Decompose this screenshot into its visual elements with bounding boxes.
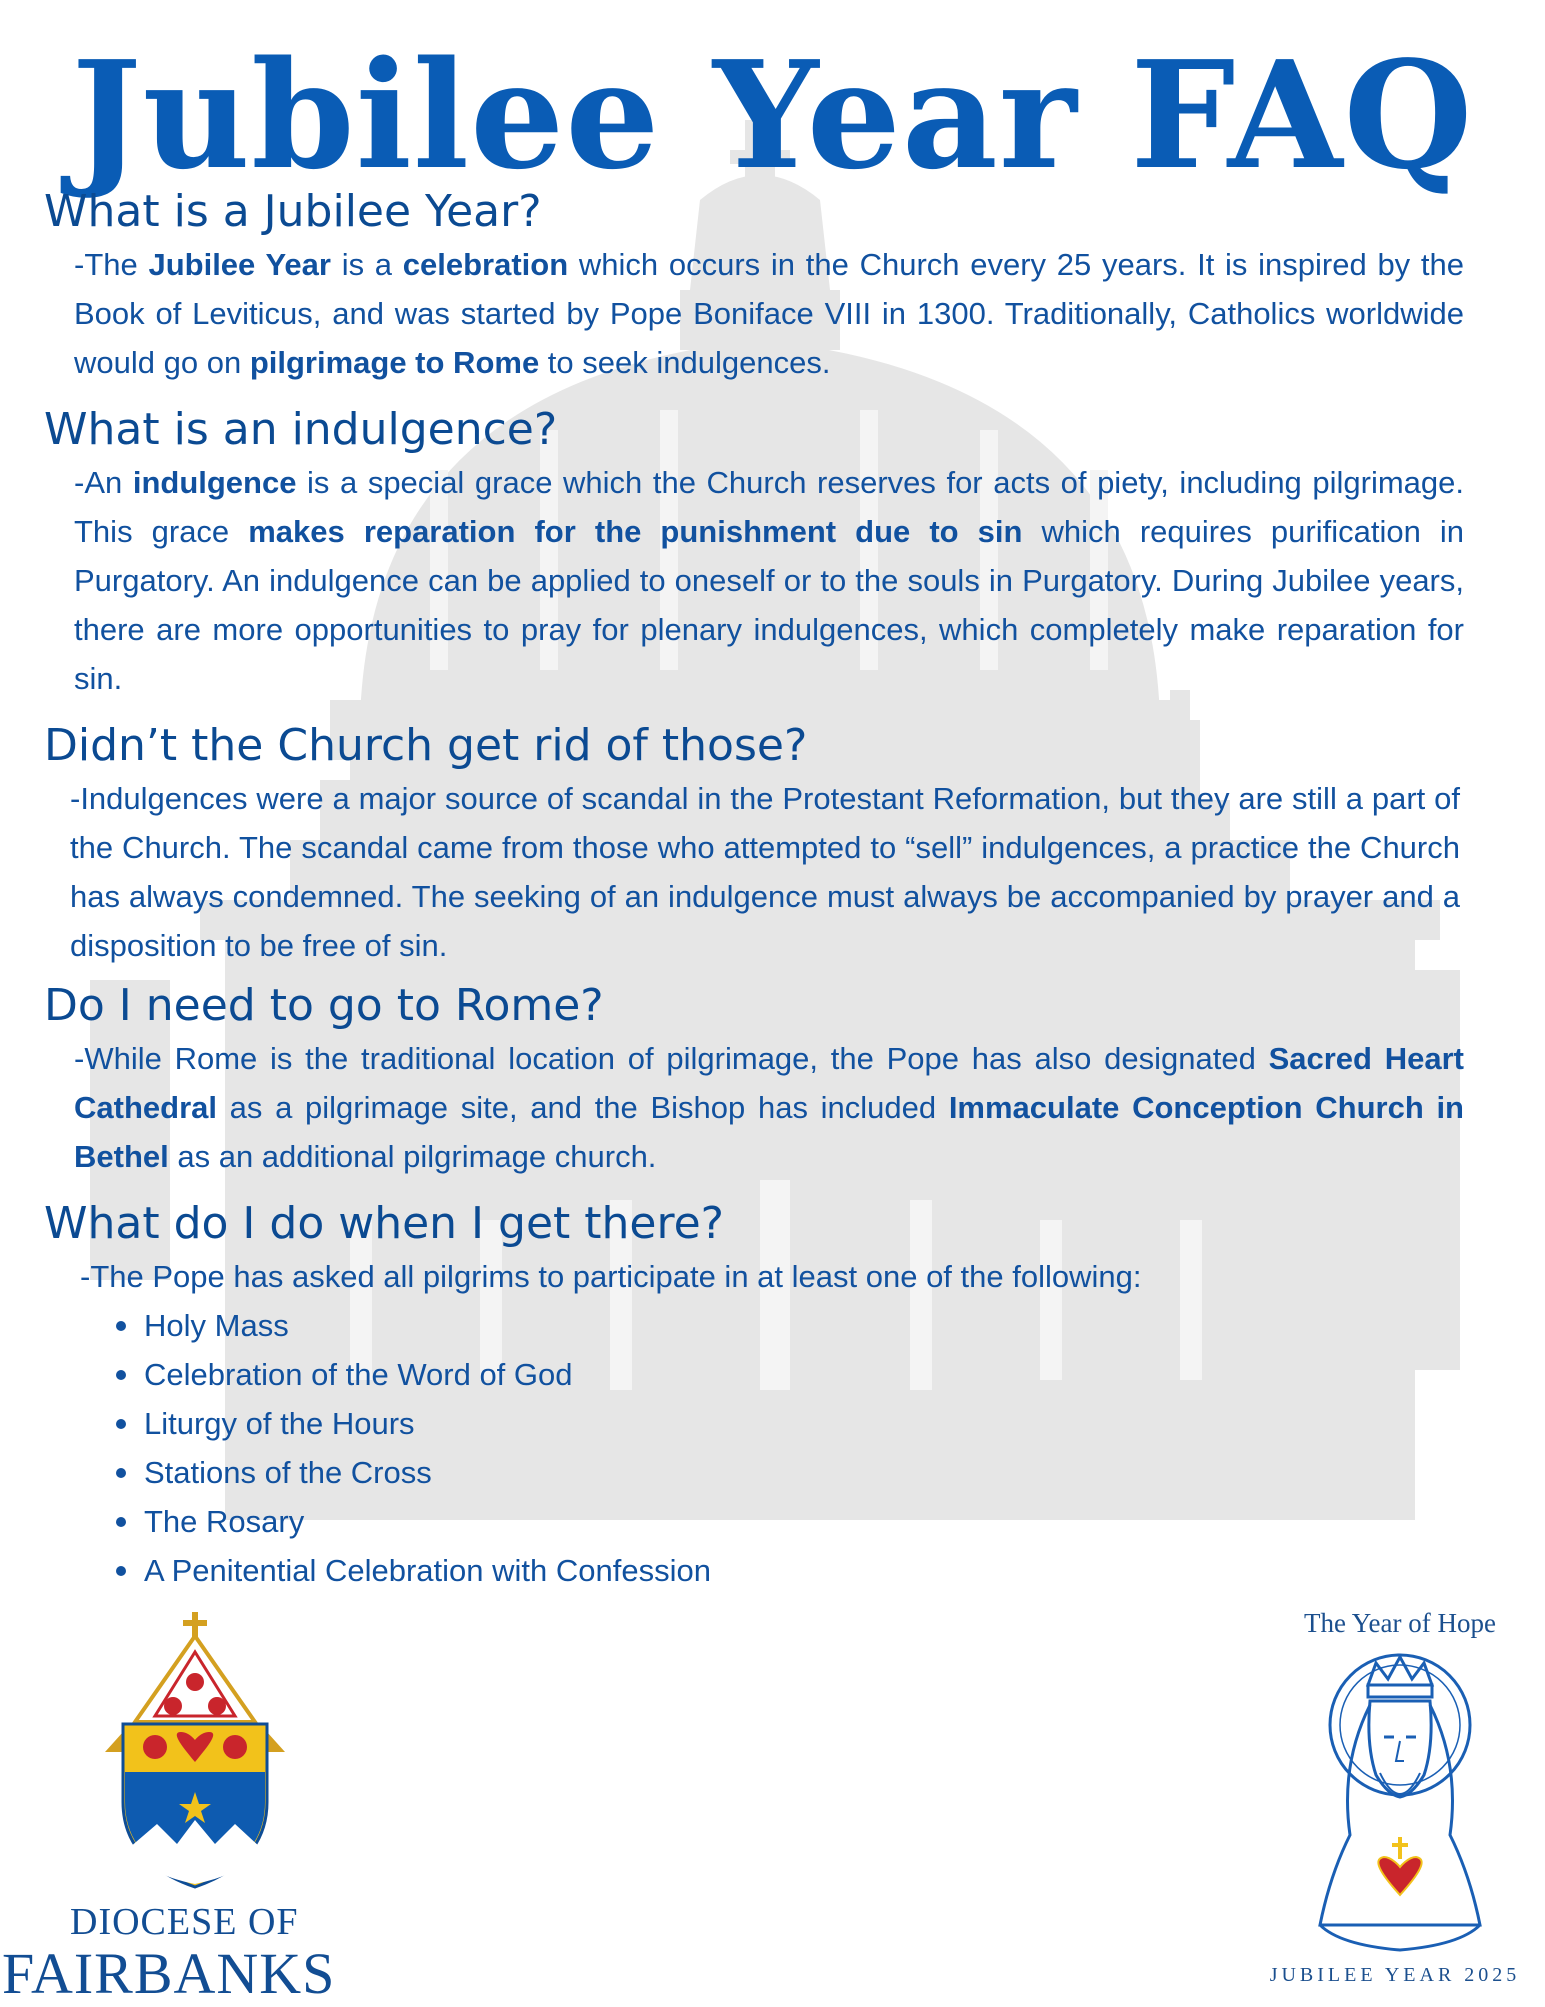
list-item: A Penitential Celebration with Confession <box>144 1546 1474 1595</box>
question-heading: What do I do when I get there? <box>44 1198 725 1249</box>
question-heading: What is an indulgence? <box>44 404 558 455</box>
list-item: Liturgy of the Hours <box>144 1399 1474 1448</box>
list-item: The Rosary <box>144 1497 1474 1546</box>
answer-text: -The Pope has asked all pilgrims to participate in at least one of the following: <box>80 1259 1142 1294</box>
faq-section-3 <box>44 718 1474 970</box>
answer-text: -Indulgences were a major source of scandal in the Protestant Reformation, but they are still a part of the Church. The scandal came from those who attempted to “sell” indulgences, a practice the Church has always condemned. The seeking of an indulgence must always be accompanied by prayer and a disposition to be free of sin. <box>70 781 1460 963</box>
list-item: Stations of the Cross <box>144 1448 1474 1497</box>
faq-section-5 <box>44 1196 1474 1595</box>
page-title: Jubilee Year FAQ <box>71 28 1474 202</box>
faq-section-2 <box>44 402 1474 703</box>
faq-section-4 <box>44 978 1474 1181</box>
faq-section-1 <box>44 184 1474 387</box>
list-item: Celebration of the Word of God <box>144 1350 1474 1399</box>
answer-text: -While Rome is the traditional location of pilgrimage, the Pope has also designated Sacred Heart Cathedral as a pilgrimage site, and the Bishop has included Immaculate Conception Church in Bethel as an additional pilgrimage church. <box>74 1041 1464 1174</box>
answer-text: -An indulgence is a special grace which the Church reserves for acts of piety, including pilgrimage. This grace makes reparation for the punishment due to sin which requires purification in Purgatory. An indulgence can be applied to oneself or to the souls in Purgatory. During Jubilee years, there are more opportunities to pray for plenary indulgences, which completely make reparation for sin. <box>74 465 1464 696</box>
christ-the-king-icon <box>1280 1645 1520 1955</box>
question-heading: Do I need to go to Rome? <box>44 980 604 1031</box>
diocese-name: FAIRBANKS <box>2 1941 336 2006</box>
participation-list <box>44 1301 1474 1595</box>
question-heading: What is a Jubilee Year? <box>44 186 542 237</box>
diocese-label: DIOCESE OF <box>70 1901 299 1943</box>
answer-text: -The Jubilee Year is a celebration which occurs in the Church every 25 years. It is inspired by the Book of Leviticus, and was started by Pope Boniface VIII in 1300. Traditionally, Catholics worldwide would go on pilgrimage to Rome to seek indulgences. <box>74 247 1464 380</box>
question-heading: Didn’t the Church get rid of those? <box>44 720 808 771</box>
coat-of-arms-icon <box>95 1612 295 1892</box>
list-item: Holy Mass <box>144 1301 1474 1350</box>
year-of-hope-title: The Year of Hope <box>1304 1608 1496 1638</box>
jubilee-year-label: JUBILEE YEAR 2025 <box>1269 1964 1521 1986</box>
